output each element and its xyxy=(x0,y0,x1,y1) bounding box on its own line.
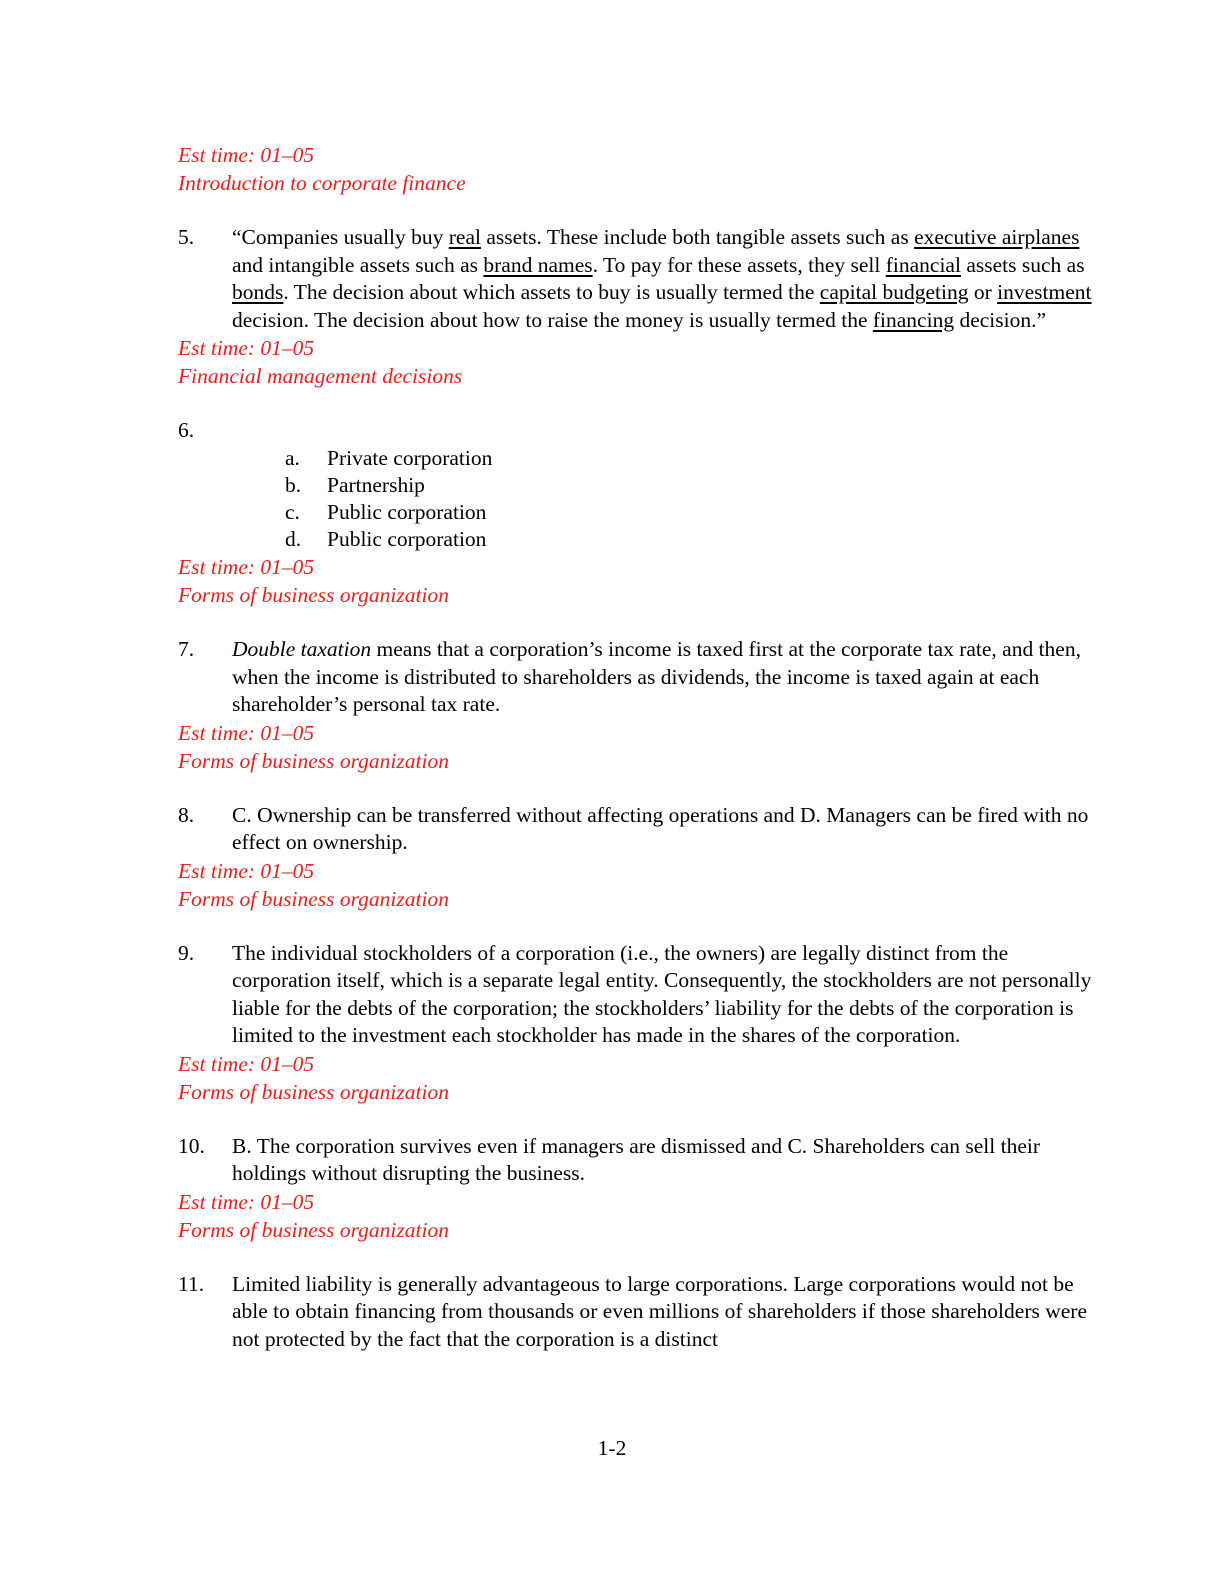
answer-text: or xyxy=(968,280,998,304)
est-time: Est time: 01–05 xyxy=(178,858,315,883)
answer-number: 11. xyxy=(178,1271,205,1296)
answer-text: decision.” xyxy=(954,307,1047,332)
list-letter: a. xyxy=(285,445,300,470)
topic-tag: Forms of business organization xyxy=(178,886,449,911)
answer-number: 5. xyxy=(178,225,195,249)
topic-tag: Financial management decisions xyxy=(178,364,463,388)
answer-text: C. Ownership can be transferred without affecting operations and D. Managers can be fired with no effect on ownership. xyxy=(232,802,1089,855)
topic-tag: Forms of business organization xyxy=(178,1079,449,1104)
underlined-term: executive airplanes xyxy=(914,225,1080,249)
italic-term: Double taxation xyxy=(232,637,372,662)
answer-text: . To pay for these assets, they sell xyxy=(592,252,886,277)
topic-tag: Introduction to corporate finance xyxy=(178,171,466,195)
est-time: Est time: 01–05 xyxy=(178,336,315,360)
answer-number: 6. xyxy=(178,418,195,442)
list-item xyxy=(178,472,1108,499)
answer-9 xyxy=(178,940,1108,1050)
answer-7 xyxy=(178,636,1108,719)
list-letter: b. xyxy=(285,472,302,497)
answer-10 xyxy=(178,1133,1108,1188)
answer-text: assets such as xyxy=(960,252,1085,277)
list-letter: d. xyxy=(285,527,302,552)
page-number: 1-2 xyxy=(597,1436,627,1460)
list-item xyxy=(178,445,1108,472)
underlined-term: bonds xyxy=(232,280,284,304)
est-time: Est time: 01–05 xyxy=(178,1189,315,1214)
topic-tag: Forms of business organization xyxy=(178,583,449,608)
answer-6 xyxy=(178,417,1108,445)
underlined-term: financial xyxy=(885,252,961,277)
answer-text: B. The corporation survives even if managers are dismissed and C. Shareholders can sell their holdings without disrupting the business. xyxy=(232,1133,1041,1186)
answer-text: means that a corporation’s income is taxed first at the corporate tax rate, and then, when the income is distributed to shareholders as dividends, the income is taxed again at each shareholder’s personal tax rate. xyxy=(232,637,1081,717)
topic-tag: Forms of business organization xyxy=(178,748,449,773)
answer-number: 9. xyxy=(178,940,195,965)
answer-text: . The decision about which assets to buy is usually termed the xyxy=(283,280,820,304)
underlined-term: capital budgeting xyxy=(819,280,969,304)
est-time: Est time: 01–05 xyxy=(178,143,315,167)
list-text: Public corporation xyxy=(327,527,487,552)
answer-text: “Companies usually buy xyxy=(232,225,449,249)
answer-number: 7. xyxy=(178,637,195,662)
list-item xyxy=(178,526,1108,553)
est-time: Est time: 01–05 xyxy=(178,1051,315,1076)
answer-text: Limited liability is generally advantageous to large corporations. Large corporations would not be able to obtain financing from thousands or even millions of shareholders if those shareholders were not protected by the fact that the corporation is a distinct xyxy=(232,1271,1087,1351)
list-text: Private corporation xyxy=(327,445,493,470)
answer-text: The individual stockholders of a corporation (i.e., the owners) are legally distinct from the corporation itself, which is a separate legal entity. Consequently, the stockholders are not personally liable for the debts of the corporation; the stockholders’ liability for the debts of the corporation is limited to the investment each stockholder has made in the shares of the corporation. xyxy=(232,940,1092,1048)
answer-number: 10. xyxy=(178,1133,205,1158)
list-item xyxy=(178,499,1108,526)
answer-5 xyxy=(178,224,1108,334)
answer-text: decision. The decision about how to raise the money is usually termed the xyxy=(232,307,873,332)
answer-text: and intangible assets such as xyxy=(232,252,484,277)
document-page xyxy=(178,141,1108,1353)
list-text: Public corporation xyxy=(327,499,487,524)
answer-text: assets. These include both tangible assets such as xyxy=(480,225,915,249)
answer-11 xyxy=(178,1271,1108,1354)
answer-number: 8. xyxy=(178,802,195,827)
list-letter: c. xyxy=(285,499,300,524)
est-time: Est time: 01–05 xyxy=(178,720,315,745)
list-text: Partnership xyxy=(327,472,425,497)
answer-8 xyxy=(178,802,1108,857)
underlined-term: investment xyxy=(997,280,1092,304)
topic-tag: Forms of business organization xyxy=(178,1217,449,1242)
est-time: Est time: 01–05 xyxy=(178,555,315,580)
answer-6-list xyxy=(178,445,1108,554)
underlined-term: real xyxy=(448,225,481,249)
underlined-term: brand names xyxy=(483,252,593,277)
underlined-term: financing xyxy=(872,307,955,332)
